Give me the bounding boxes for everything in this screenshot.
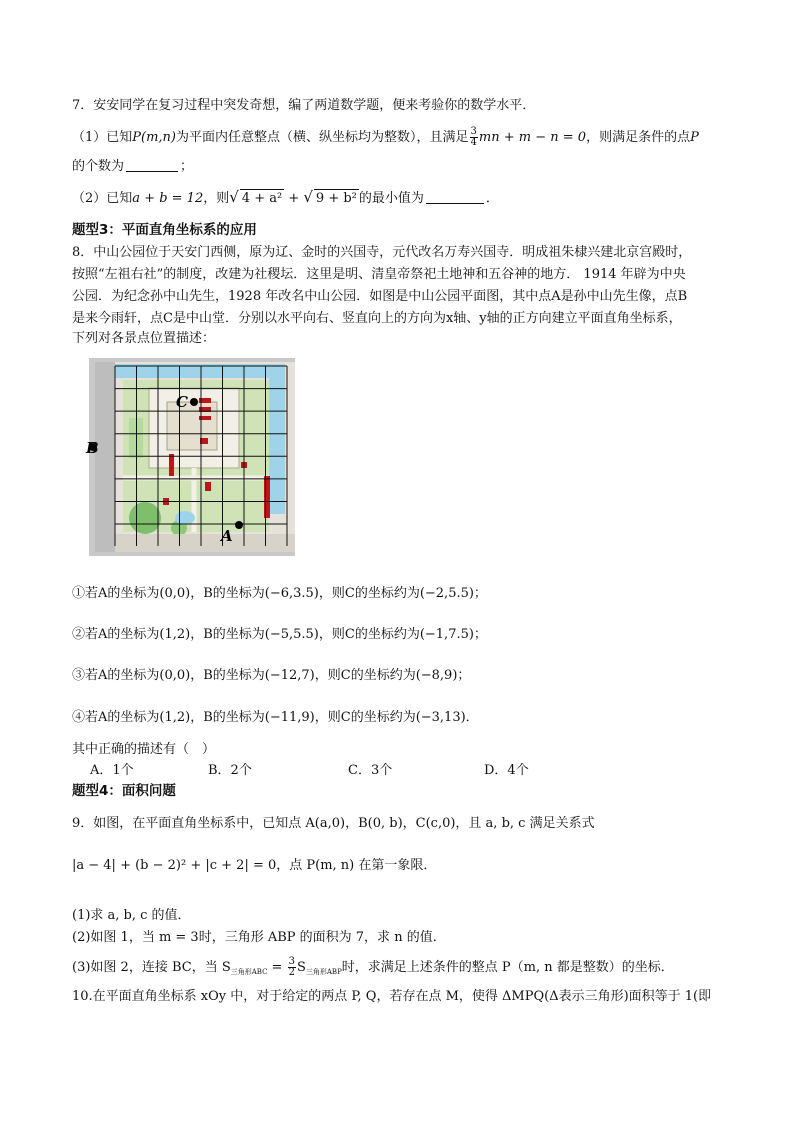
q9-sub-3-lead: (3)如图 2，连接 BC，当 S (72, 960, 231, 975)
q7-condition: a + b = 12 (132, 191, 204, 206)
q7-answer-blank-1[interactable] (126, 159, 178, 172)
q7-part1-tail: ，则满足条件的点 (586, 130, 691, 145)
q9-line-2: |a − 4| + (b − 2)² + |c + 2| = 0，点 P(m, n) 在第一象限． (72, 858, 437, 873)
q8-line-1: 8．中山公园位于天安门西侧，原为辽、金时的兴国寺，元代改名万寿兴国寺．明成祖朱棣兴建北京宫殿时， (72, 245, 692, 260)
q8-line-3: 公园．为纪念孙中山先生，1928 年改名中山公园．如图是中山公园平面图，其中点A是孙中山先生像，点B (72, 289, 688, 304)
point-c-marker (190, 398, 198, 406)
q7-radicand-2: 9 + b² (315, 191, 357, 206)
point-c-label: C (176, 393, 188, 411)
q7-part2-end: ． (485, 191, 499, 206)
q7-frac-den: 4 (470, 137, 477, 148)
q7-part1-desc: 为平面内任意整点（横、纵坐标均为整数），且满足 (176, 130, 469, 145)
q7-intro: 7．安安同学在复习过程中突发奇想，编了两道数学题，便来考验你的数学水平． (72, 98, 536, 113)
q8-statement-1: ①若A的坐标为(0,0)，B的坐标为(−6,3.5)，则C的坐标约为(−2,5.5)； (72, 586, 487, 601)
map-building (169, 454, 174, 476)
q8-question: 其中正确的描述有（ ） (72, 742, 216, 757)
sqrt-icon: √ (303, 188, 313, 206)
q7-point: P(m,n) (132, 130, 177, 145)
q9-sub-3-subscript-2: 三角形ABP (305, 968, 342, 976)
q7-equation: mn + m − n = 0 (478, 130, 587, 145)
map-road (95, 362, 115, 552)
q7-frac-num: 3 (470, 126, 477, 137)
point-a-label: A (221, 527, 233, 545)
park-map (86, 358, 295, 556)
q7-part2-lead: （2）已知 (72, 191, 133, 206)
q8-statement-2: ②若A的坐标为(1,2)，B的坐标为(−5,5.5)，则C的坐标约为(−1,7.5)； (72, 627, 487, 642)
q7-part2 (72, 188, 499, 208)
q7-answer-blank-2[interactable] (426, 191, 484, 204)
q8-line-2: 按照“左祖右社”的制度，改建为社稷坛．这里是明、清皇帝祭祀土地神和五谷神的地方． 1914 年辟为中央 (72, 267, 686, 282)
q9-fraction (288, 957, 296, 978)
q9-sub-3-subscript-1: 三角形ABC (230, 968, 268, 976)
map-building (205, 482, 211, 491)
map-pond (175, 511, 195, 525)
q9-sub-3-s: S (296, 960, 306, 975)
option-a[interactable]: A．1个 (90, 763, 134, 778)
q9-sub-3-tail: 时，求满足上述条件的整点 P（m, n 都是整数）的坐标． (341, 960, 674, 975)
q7-fraction (470, 127, 478, 148)
section-heading-type3: 题型3：平面直角坐标系的应用 (72, 222, 257, 238)
point-b-label: B (86, 439, 99, 457)
q7-part2-tail: 的最小值为 (358, 191, 424, 206)
q9-sub-3-eq: = (267, 960, 287, 975)
q9-sub-2: (2)如图 1，当 m = 3时，三角形 ABP 的面积为 7，求 n 的值． (72, 930, 446, 945)
option-b[interactable]: B．2个 (208, 763, 252, 778)
q9-sub-3 (72, 957, 674, 981)
q7-part1-end: ； (180, 159, 194, 174)
q9-frac-den: 2 (288, 967, 295, 978)
q7-count-label: 的个数为 (72, 159, 125, 174)
q7-part1-lead: （1）已知 (72, 130, 133, 145)
q9-line-1: 9．如图，在平面直角坐标系中，已知点 A(a,0)，B(0, b)，C(c,0)，且 a, b, c 满足关系式 (72, 816, 595, 831)
q8-line-4: 是来今雨轩，点C是中山堂．分别以水平向右、竖直向上的方向为x轴、y轴的正方向建立平面直角坐标系， (72, 311, 682, 326)
map-bottom-road (115, 534, 295, 552)
q7-part1 (72, 127, 699, 148)
q8-statement-3: ③若A的坐标为(0,0)，B的坐标为(−12,7)，则C的坐标约为(−8,9)； (72, 668, 471, 683)
option-d[interactable]: D．4个 (484, 763, 529, 778)
q8-line-5: 下列对各景点位置描述： (72, 331, 216, 346)
q7-point-p: P (690, 130, 699, 145)
sqrt-icon: √ (229, 188, 239, 206)
section-heading-type4: 题型4：面积问题 (72, 783, 176, 799)
q8-statement-4: ④若A的坐标为(1,2)，B的坐标为(−11,9)，则C的坐标约为(−3,13)． (72, 710, 479, 725)
q8-options (90, 762, 529, 780)
q9-frac-num: 3 (288, 956, 295, 967)
point-a-marker (235, 521, 243, 529)
q7-part1-cont (72, 158, 193, 176)
q7-part2-mid: ，则 (203, 191, 230, 206)
q7-plus: + (284, 191, 304, 206)
map-trees (129, 502, 161, 534)
option-c[interactable]: C．3个 (348, 763, 393, 778)
q7-radicand-1: 4 + a² (241, 191, 283, 206)
q10-line-1: 10.在平面直角坐标系 xOy 中，对于给定的两点 P, Q，若存在点 M，使得 ΔMPQ(Δ表示三角形)面积等于 1(即 (72, 989, 712, 1004)
q9-sub-1: (1)求 a, b, c 的值． (72, 908, 191, 923)
map-moat-right (269, 364, 285, 514)
map-building (264, 476, 270, 518)
